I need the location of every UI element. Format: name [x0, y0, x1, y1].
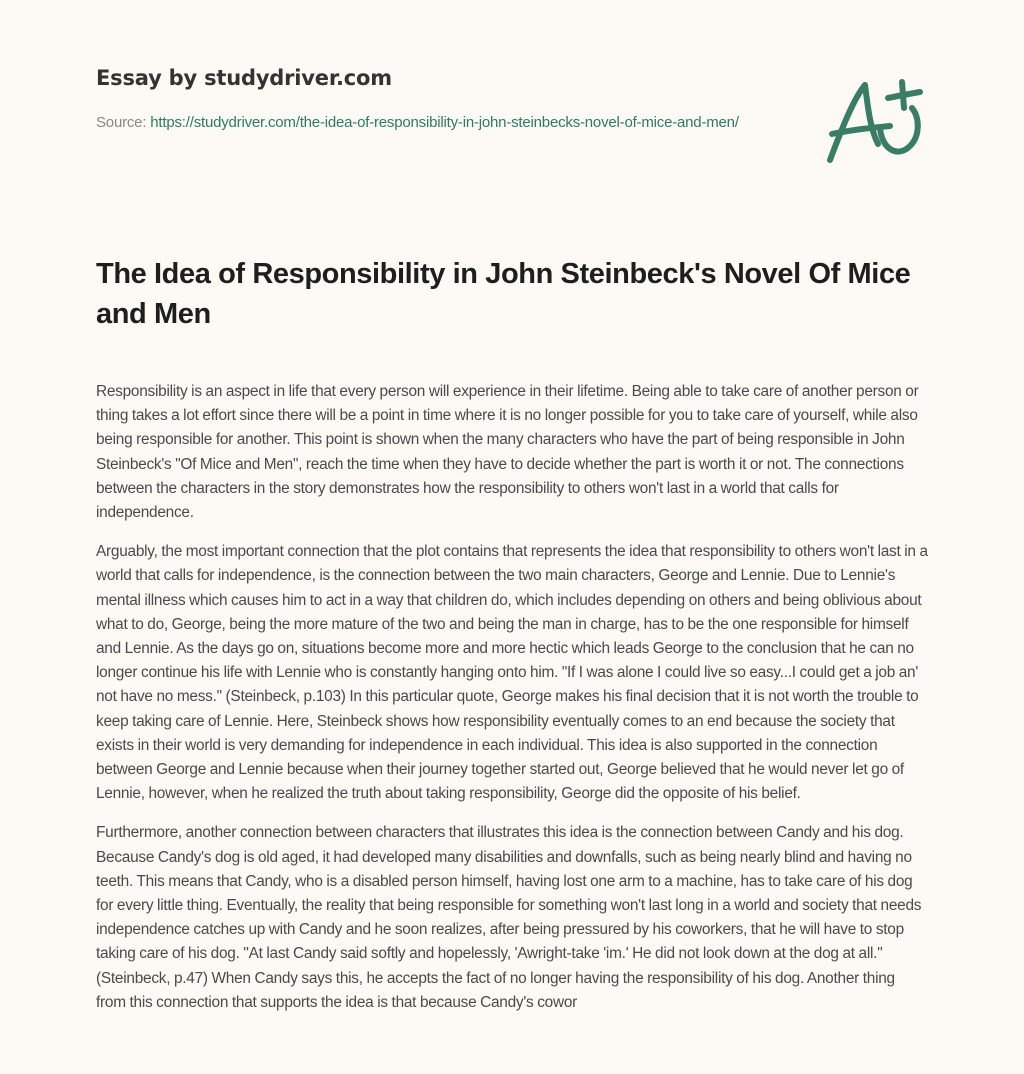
source-line	[96, 111, 756, 135]
source-link[interactable]: https://studydriver.com/the-idea-of-responsibility-in-john-steinbecks-novel-of-mice-and-men/	[150, 114, 739, 131]
essay-paragraph: Arguably, the most important connection that the plot contains that represents the idea that responsibility to others won't last in a world that calls for independence, is the connection between the two main characters, George and Lennie. Due to Lennie's mental illness which causes him to act in a way that children do, which includes depending on others and being oblivious about what to do, George, being the more mature of the two and being the man in charge, has to be the one responsible for himself and Lennie. As the days go on, situations become more and more hectic which leads George to the conclusion that he can no longer continue his life with Lennie who is constantly hanging onto him. "If I was alone I could live so easy...I could get a job an' not have no mess." (Steinbeck, p.103) In this particular quote, George makes his final decision that it is not worth the trouble to keep taking care of Lennie. Here, Steinbeck shows how responsibility eventually comes to an end because the society that exists in their world is very demanding for independence in each individual. This idea is also supported in the connection between George and Lennie because when their journey together started out, George believed that he would never let go of Lennie, however, when he realized the truth about taking responsibility, George did the opposite of his belief.	[96, 543, 928, 803]
essay-body	[96, 380, 928, 1030]
source-label: Source:	[96, 114, 147, 131]
essay-paragraph: Furthermore, another connection between characters that illustrates this idea is the connection between Candy and his dog. Because Candy's dog is old aged, it had developed many disabilities and downfalls, such as being nearly blind and having no teeth. This means that Candy, who is a disabled person himself, having lost one arm to a machine, has to take care of his dog for every little thing. Eventually, the reality that being responsible for something won't last long in a world and society that needs independence catches up with Candy and he soon realizes, after being pressured by his coworkers, that he will have to stop taking care of his dog. "At last Candy said softly and hopelessly, 'Awright-take 'im.' He did not look down at the dog at all." (Steinbeck, p.47) When Candy says this, he accepts the fact of no longer having the responsibility of his dog. Another thing from this connection that supports the idea is that because Candy's cowor	[96, 824, 922, 1011]
site-title: Essay by studydriver.com	[96, 66, 392, 90]
essay-paragraph: Responsibility is an aspect in life that every person will experience in their lifetime. Being able to take care of another person or thing takes a lot effort since there will be a point in time where it is no longer possible for you to take care of yourself, while also being responsible for another. This point is shown when the many characters who have the part of being responsible in John Steinbeck's "Of Mice and Men", reach the time when they have to decide whether the part is worth it or not. The connections between the characters in the story demonstrates how the responsibility to others won't last in a world that calls for independence.	[96, 383, 919, 522]
a-plus-grade-icon	[820, 68, 930, 168]
page-header	[96, 64, 756, 135]
essay-title: The Idea of Responsibility in John Steinbeck's Novel Of Mice and Men	[96, 258, 911, 330]
